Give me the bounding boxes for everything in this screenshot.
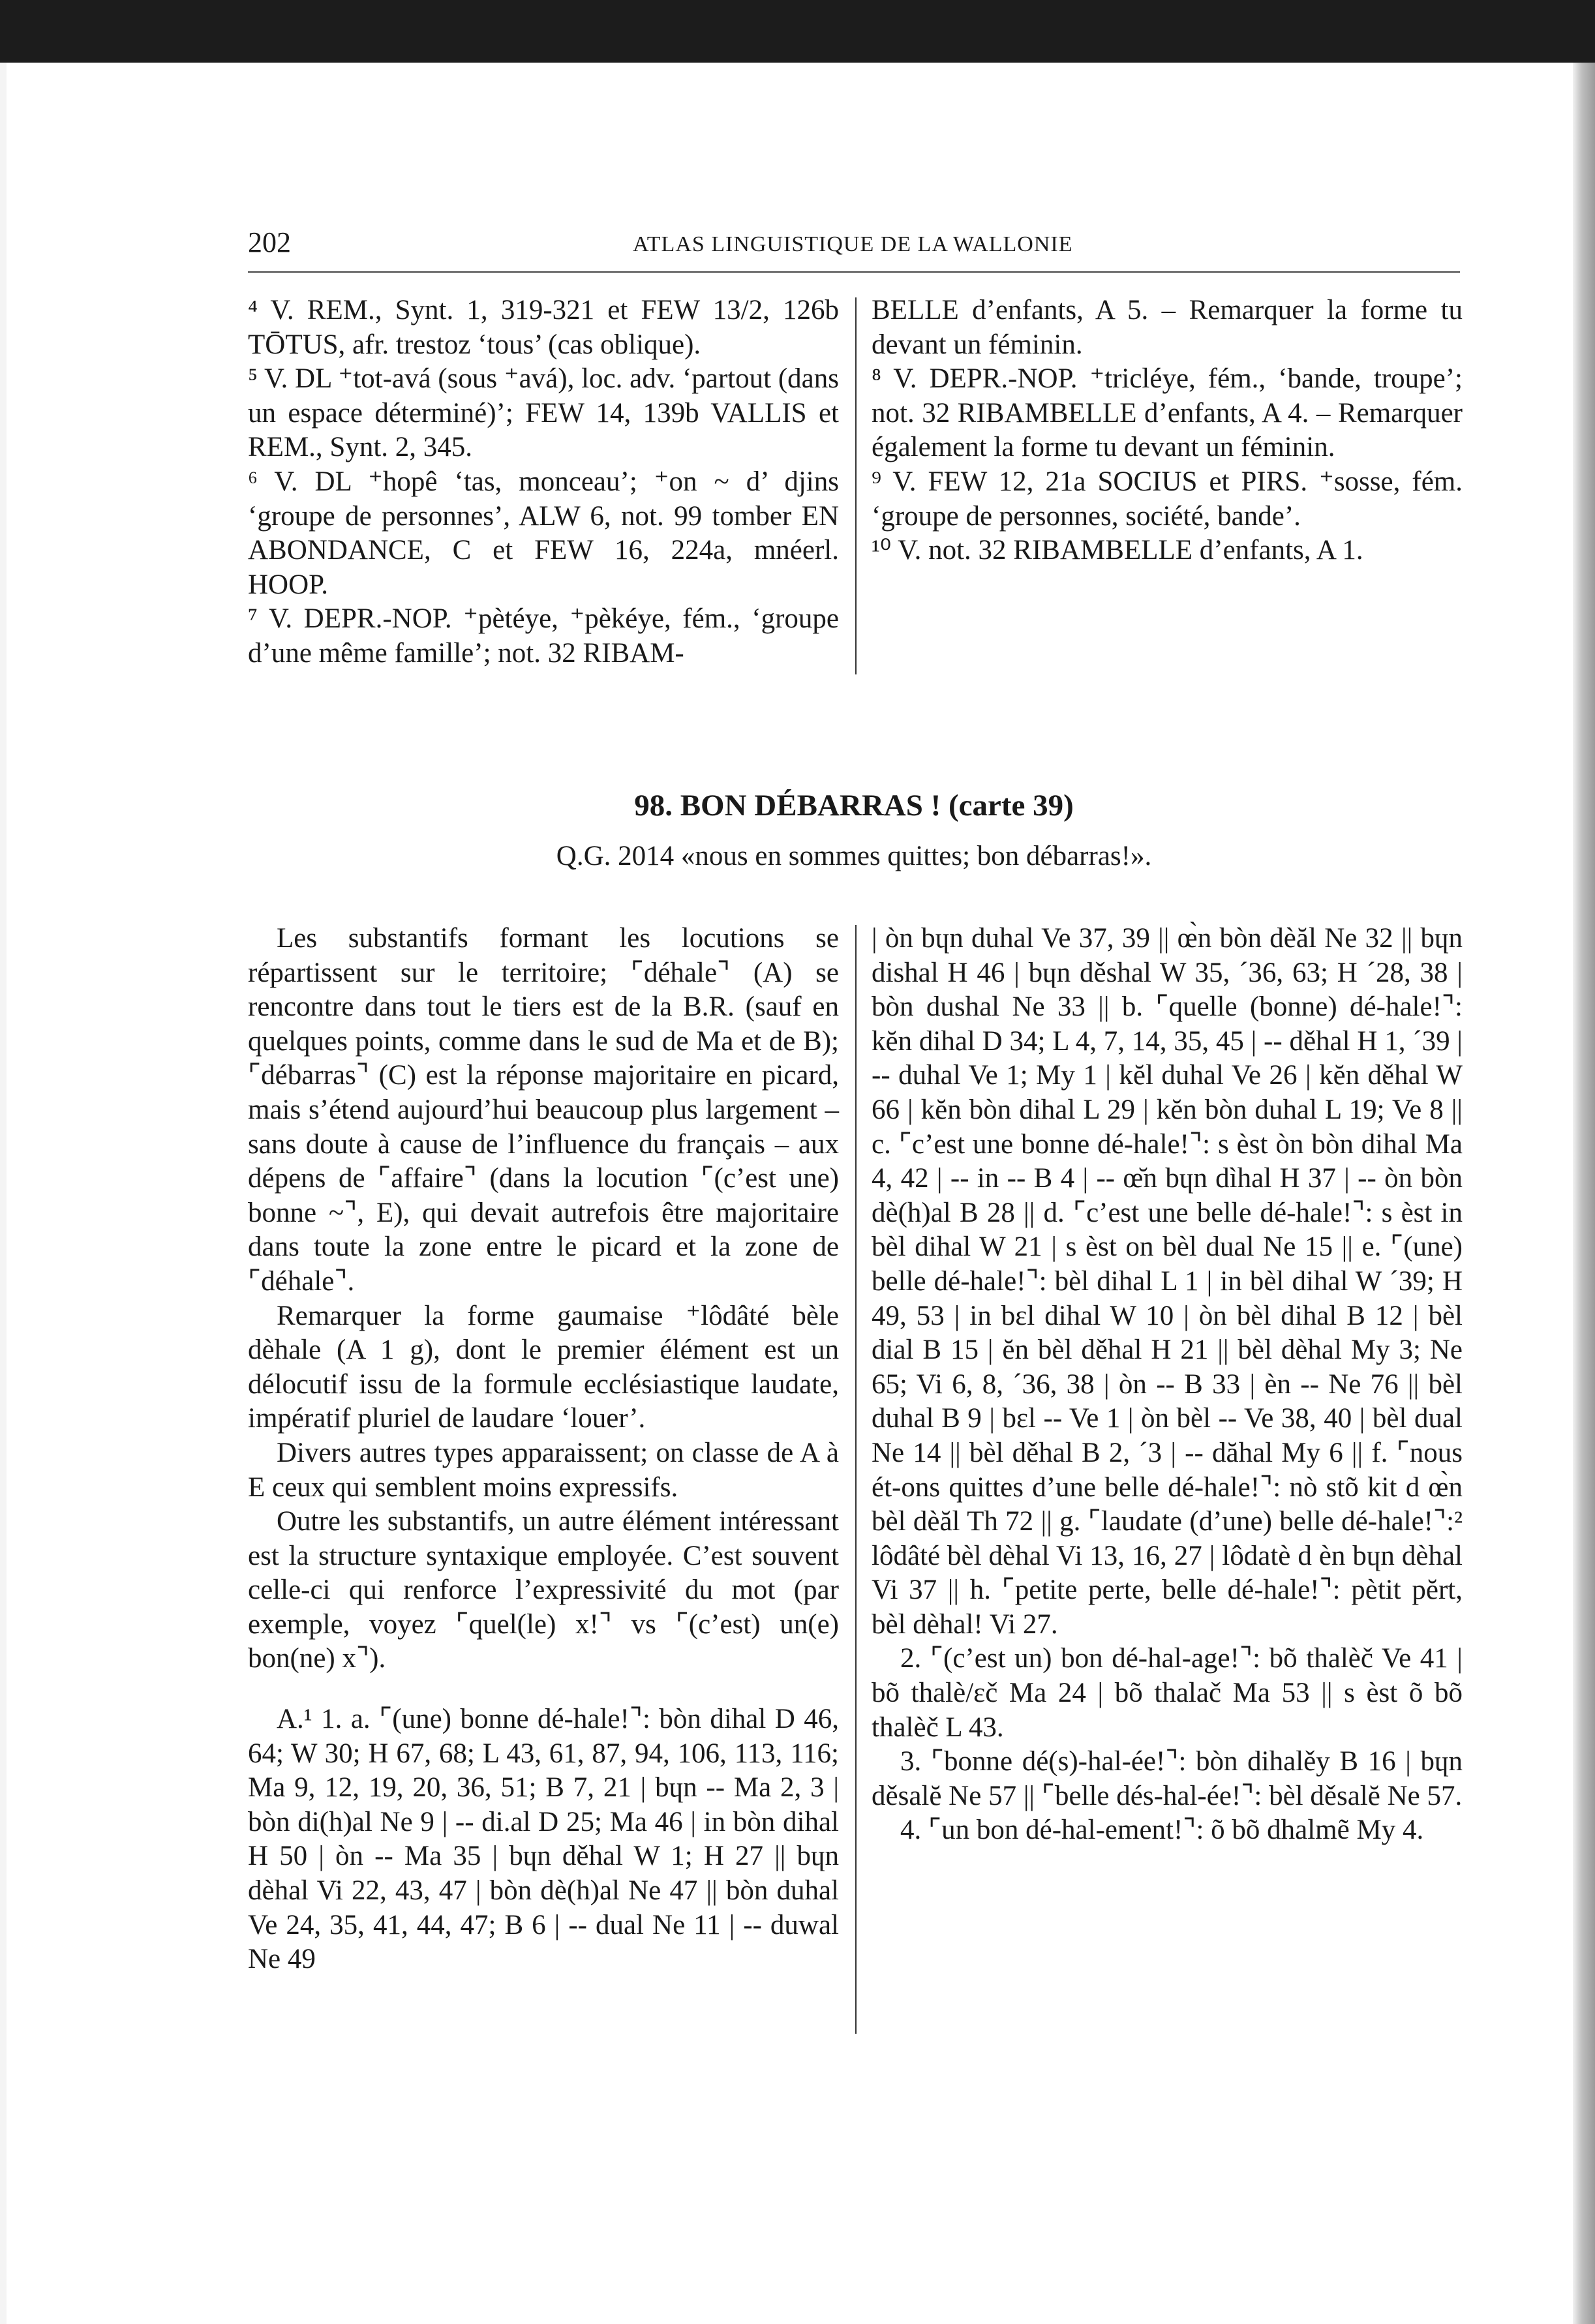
footnote-4: ⁴ V. REM., Synt. 1, 319-321 et FEW 13/2, 126b TŌTUS, afr. trestoz ‘tous’ (cas oblique). (248, 295, 839, 360)
body-paragraph: Les substantifs formant les locutions se répartissent sur le territoire; ⌜déhale⌝ (A) se rencontre dans tout le tiers est de la B.R. (sauf en quelques points, comme dans le sud de Ma et de B); ⌜débarras⌝ (C) est la réponse majoritaire en picard, mais s’étend aujourd’hui beaucoup plus largement – sans doute à cause de l’influence du français – aux dépens de ⌜affaire⌝ (dans la locution ⌜(c’est une) bonne ~⌝, E), qui devait autrefois être majoritaire dans toute la zone entre le picard et la zone de ⌜déhale⌝. (248, 923, 839, 1297)
scan-left-edge (0, 63, 7, 2324)
entry-a2: 2. ⌜(c’est un) bon dé-hal-age!⌝: bõ thalèč Ve 41 | bõ thalè/ɛč Ma 24 | bõ thalač Ma 53 || s èst õ bõ thalèč L 43. (872, 1643, 1463, 1743)
body-paragraph: Outre les substantifs, un autre élément intéressant est la structure syntaxique employée. C’est souvent celle-ci qui renforce l’expressivité du mot (par exemple, voyez ⌜quel(le) x!⌝ vs ⌜(c’est) un(e) bon(ne) x⌝). (248, 1506, 839, 1674)
footnote-7: ⁷ V. DEPR.-NOP. ⁺pètéye, ⁺pèkéye, fém., ‘groupe d’une même famille’; not. 32 RIBAM- (248, 603, 839, 669)
footnote-column-divider (855, 297, 857, 674)
scan-top-border (0, 0, 1595, 63)
footnote-7-continued: BELLE d’enfants, A 5. – Remarquer la forme tu devant un féminin. (872, 295, 1463, 360)
body-right-column (872, 922, 1463, 1848)
entry-a4: 4. ⌜un bon dé-hal-ement!⌝: õ bõ dhalmẽ My 4. (900, 1815, 1424, 1846)
footnote-9: ⁹ V. FEW 12, 21a SOCIUS et PIRS. ⁺sosse, fém. ‘groupe de personnes, société, bande’. (872, 466, 1463, 532)
footnote-5: ⁵ V. DL ⁺tot-avá (sous ⁺avá), loc. adv. ‘partout (dans un espace déterminé)’; FEW 14, 139b VALLIS et REM., Synt. 2, 345. (248, 363, 839, 463)
running-title: ATLAS LINGUISTIQUE DE LA WALLONIE (633, 232, 1073, 256)
section-title: 98. BON DÉBARRAS ! (carte 39) (634, 789, 1074, 822)
body-paragraph: Remarquer la forme gaumaise ⁺lôdâté bèle dèhale (A 1 g), dont le premier élément est un délocutif issu de la formule ecclésiastique laudate, impératif pluriel de laudare ‘louer’. (248, 1300, 839, 1434)
footnotes-right-column (872, 294, 1463, 568)
header-rule (248, 271, 1460, 273)
footnote-6: ⁶ V. DL ⁺hopê ‘tas, monceau’; ⁺on ~ d’ djins ‘groupe de personnes’, ALW 6, not. 99 tomber EN ABONDANCE, C et FEW 16, 224a, mnéerl. HOOP. (248, 466, 839, 600)
body-left-column (248, 922, 839, 1977)
entry-a-continued: | òn bɥn duhal Ve 37, 39 || œ̀n bòn dèăl Ne 32 || bɥn dishal H 46 | bɥn děshal W 35, ´36, 63; H ´28, 38 | bòn dushal Ne 33 || b. ⌜quelle (bonne) dé-hale!⌝: kĕn dihal D 34; L 4, 7, 14, 35, 45 | -- děhal H 1, ´39 | -- duhal Ve 1; My 1 | kĕl duhal Ve 26 | kĕn děhal W 66 | kĕn bòn dihal L 29 | kĕn bòn duhal L 19; Ve 8 || c. ⌜c’est une bonne dé-hale!⌝: s èst òn bòn dihal Ma 4, 42 | -- in -- B 4 | -- œ̆n bɥn dìhal H 37 | -- òn bòn dè(h)al B 28 || d. ⌜c’est une belle dé-hale!⌝: s èst in bèl dihal W 21 | s èst on bèl dual Ne 15 || e. ⌜(une) belle dé-hale!⌝: bèl dihal L 1 | in bèl dihal W ´39; H 49, 53 | in bɛl dihal W 10 | òn bèl dihal B 12 | bèl dial B 15 | ĕn bèl děhal H 21 || bèl dèhal My 3; Ne 65; Vi 6, 8, ´36, 38 | òn -- B 33 | èn -- Ne 76 || bèl duhal B 9 | bɛl -- Ve 1 | òn bèl -- Ve 38, 40 | bèl dual Ne 14 || bèl děhal B 2, ´3 | -- dăhal My 6 || f. ⌜nous ét-ons quittes d’une belle dé-hale!⌝: nò stõ kit d œ̀n bèl dèăl Th 72 || g. ⌜laudate (d’une) belle dé-hale!⌝:² lôdâté bèl dèhal Vi 13, 16, 27 | lôdatè d èn bɥn dèhal Vi 37 || h. ⌜petite perte, belle dé-hale!⌝: pètit pĕrt, bèl dèhal! Vi 27. (872, 923, 1463, 1640)
entry-a3: 3. ⌜bonne dé(s)-hal-ée!⌝: bòn dihalěy B 16 | bɥn děsalĕ Ne 57 || ⌜belle dés-hal-ée!⌝: bèl děsalĕ Ne 57. (872, 1746, 1463, 1811)
footnote-8: ⁸ V. DEPR.-NOP. ⁺tricléye, fém., ‘bande, troupe’; not. 32 RIBAMBELLE d’enfants, A 4. – Remarquer également la forme tu devant un féminin. (872, 363, 1463, 463)
entry-a: A.¹ 1. a. ⌜(une) bonne dé-hale!⌝: bòn dihal D 46, 64; W 30; H 67, 68; L 43, 61, 87, 94, 106, 113, 116; Ma 9, 12, 19, 20, 36, 51; B 7, 21 | bɥn -- Ma 2, 3 | bòn di(h)al Ne 9 | -- di.al D 25; Ma 46 | in bòn dihal H 50 | òn -- Ma 35 | bɥn děhal W 1; H 27 || bɥn dèhal Vi 22, 43, 47 | bòn dè(h)al Ne 47 || bòn duhal Ve 24, 35, 41, 44, 47; B 6 | -- dual Ne 11 | -- duwal Ne 49 (248, 1704, 839, 1975)
footnote-10: ¹⁰ V. not. 32 RIBAMBELLE d’enfants, A 1. (872, 535, 1363, 566)
paragraph-gap (248, 1676, 839, 1702)
footnotes-left-column (248, 294, 839, 671)
section-question: Q.G. 2014 «nous en sommes quittes; bon débarras!». (556, 841, 1152, 871)
body-paragraph: Divers autres types apparaissent; on classe de A à E ceux qui semblent moins expressifs. (248, 1437, 839, 1503)
page-number: 202 (248, 226, 291, 258)
body-column-divider (855, 925, 857, 2034)
scan-right-edge (1573, 63, 1595, 2324)
